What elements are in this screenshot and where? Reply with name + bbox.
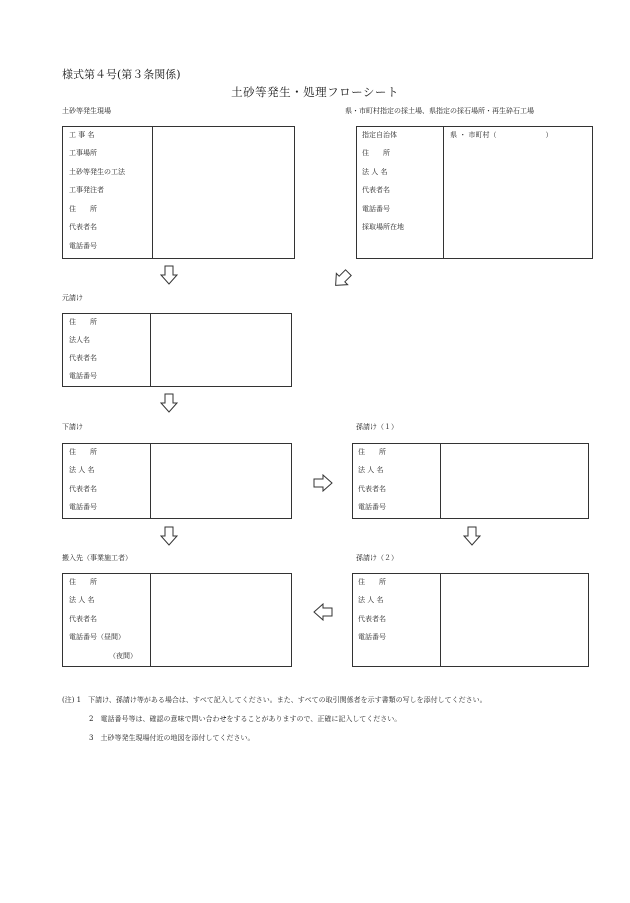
field-label: 工 事 名 (69, 131, 95, 139)
arrow-down-left-icon (331, 268, 353, 290)
field-label: （夜間） (109, 652, 137, 660)
field-label: 代表者名 (69, 615, 97, 623)
field-label: 法 人 名 (362, 168, 388, 176)
section-heading-pit: 県・市町村指定の採土場、県指定の採石場所・再生砕石工場 (345, 107, 534, 115)
section-heading-sub: 下請け (62, 423, 83, 431)
field-label: 法 人 名 (358, 596, 384, 604)
field-label: 住 所 (358, 578, 386, 586)
field-label: 法 人 名 (358, 466, 384, 474)
field-label: 電話番号 (358, 503, 386, 511)
section-heading-dest: 搬入先（事業施工者） (62, 554, 132, 562)
note-2: 2 電話番号等は、確認の意味で問い合わせをすることがありますので、正確に記入してください。 (89, 715, 402, 723)
field-label: 住 所 (69, 448, 97, 456)
arrow-down-icon (160, 265, 178, 285)
field-label: 電話番号 (69, 372, 97, 380)
page-title: 土砂等発生・処理フローシート (231, 85, 399, 99)
field-label: 法 人 名 (69, 466, 95, 474)
field-label: 住 所 (69, 318, 97, 326)
pit-box (356, 126, 593, 259)
field-label: 電話番号（昼間） (69, 633, 125, 641)
subsub2-box (352, 573, 589, 667)
dest-box (62, 573, 292, 667)
field-label: 代表者名 (362, 186, 390, 194)
note-3: 3 土砂等発生現場付近の地図を添付してください。 (89, 734, 255, 742)
section-heading-prime: 元請け (62, 294, 83, 302)
field-label: 住 所 (69, 578, 97, 586)
site-box (62, 126, 295, 259)
field-label: 電話番号 (362, 205, 390, 213)
field-label: 工事場所 (69, 149, 97, 157)
note-1: (注) 1 下請け、孫請け等がある場合は、すべて記入してください。また、すべての取引関係者を示す書類の写しを添付してください。 (62, 696, 487, 704)
section-heading-subsub1: 孫請け（１） (356, 423, 398, 431)
field-label: 電話番号 (358, 633, 386, 641)
field-label: 電話番号 (69, 242, 97, 250)
jurisdiction-value: 県 ・ 市町村（ ） (450, 131, 553, 139)
field-label: 法 人 名 (69, 596, 95, 604)
subsub1-box (352, 443, 589, 519)
field-label: 代表者名 (69, 485, 97, 493)
field-label: 代表者名 (358, 615, 386, 623)
field-label: 電話番号 (69, 503, 97, 511)
field-label: 代表者名 (358, 485, 386, 493)
arrow-left-icon (313, 603, 333, 621)
field-label: 法人名 (69, 336, 90, 344)
arrow-down-icon (160, 526, 178, 546)
field-label: 土砂等発生の工法 (69, 168, 125, 176)
arrow-down-icon (463, 526, 481, 546)
field-label: 住 所 (358, 448, 386, 456)
sub-box (62, 443, 292, 519)
prime-box (62, 313, 292, 387)
field-label: 住 所 (362, 149, 390, 157)
arrow-down-icon (160, 393, 178, 413)
field-label: 代表者名 (69, 354, 97, 362)
field-label: 指定自治体 (362, 131, 397, 139)
form-number: 様式第４号(第３条関係) (62, 68, 181, 81)
field-label: 住 所 (69, 205, 97, 213)
field-label: 採取場所在地 (362, 223, 404, 231)
section-heading-subsub2: 孫請け（２） (356, 554, 398, 562)
field-label: 代表者名 (69, 223, 97, 231)
section-heading-site: 土砂等発生現場 (62, 107, 111, 115)
field-label: 工事発注者 (69, 186, 104, 194)
arrow-right-icon (313, 474, 333, 492)
